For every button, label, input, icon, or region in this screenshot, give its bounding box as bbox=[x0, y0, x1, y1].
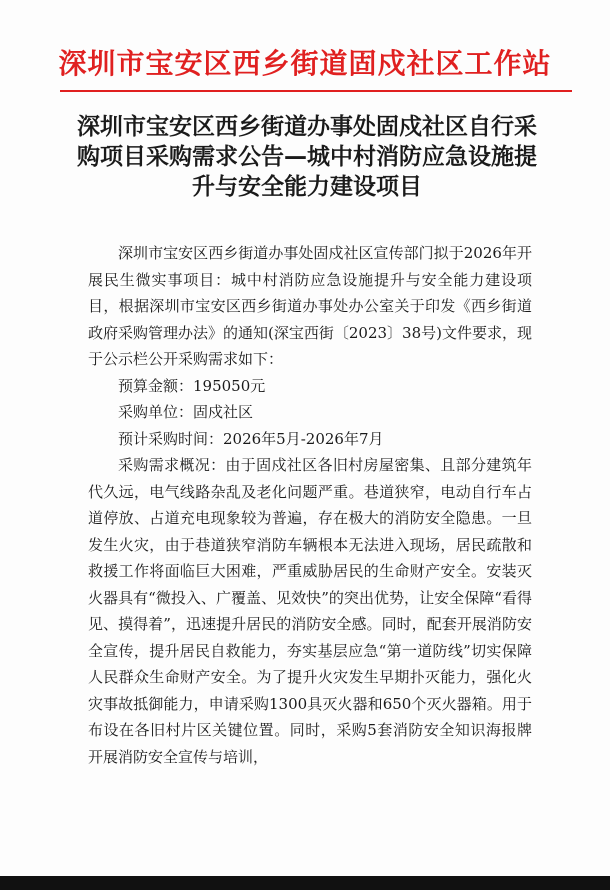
requirements-overview-paragraph: 采购需求概况：由于固戍社区各旧村房屋密集、且部分建筑年代久远，电气线路杂乱及老化问题严重。巷道狭窄，电动自行车占道停放、占道充电现象较为普遍，存在极大的消防安全隐患。一旦发生火灾，由于巷道狭窄消防车辆根本无法进入现场，居民疏散和救援工作将面临巨大困难，严重威胁居民的生命财产安全。安装灭火器具有“微投入、广覆盖、见效快”的突出优势，让安全保障“看得见、摸得着”，迅速提升居民的消防安全感。同时，配套开展消防安全宣传，提升居民自救能力，夯实基层应急“第一道防线”切实保障人民群众生命财产安全。为了提升火灾发生早期扑灭能力，强化火灾事故抵御能力，申请采购1300具灭火器和650个灭火器箱。用于布设在各旧村片区关键位置。同时，采购5套消防安全知识海报牌开展消防安全宣传与培训， bbox=[88, 456, 532, 766]
letterhead-red-rule bbox=[60, 90, 572, 92]
purchasing-unit-line: 采购单位：固戍社区 bbox=[118, 403, 254, 421]
procurement-time-line: 预计采购时间：2026年5月-2026年7月 bbox=[118, 429, 384, 448]
document-title: 深圳市宝安区西乡街道办事处固戍社区自行采购项目采购需求公告—城中村消防应急设施提升与安全能力建设项目 bbox=[77, 114, 537, 200]
letterhead-org-name: 深圳市宝安区西乡街道固戍社区工作站 bbox=[58, 47, 552, 80]
document-body bbox=[88, 240, 532, 770]
scan-bottom-edge bbox=[0, 876, 610, 890]
intro-paragraph: 深圳市宝安区西乡街道办事处固戍社区宣传部门拟于2026年开展民生微实事项目：城中村消防应急设施提升与安全能力建设项目，根据深圳市宝安区西乡街道办事处办公室关于印发《西乡街道政府采购管理办法》的通知(深宝西街〔2023〕38号)文件要求，现于公示栏公开采购需求如下： bbox=[88, 244, 532, 368]
budget-line: 预算金额：195050元 bbox=[118, 376, 266, 395]
